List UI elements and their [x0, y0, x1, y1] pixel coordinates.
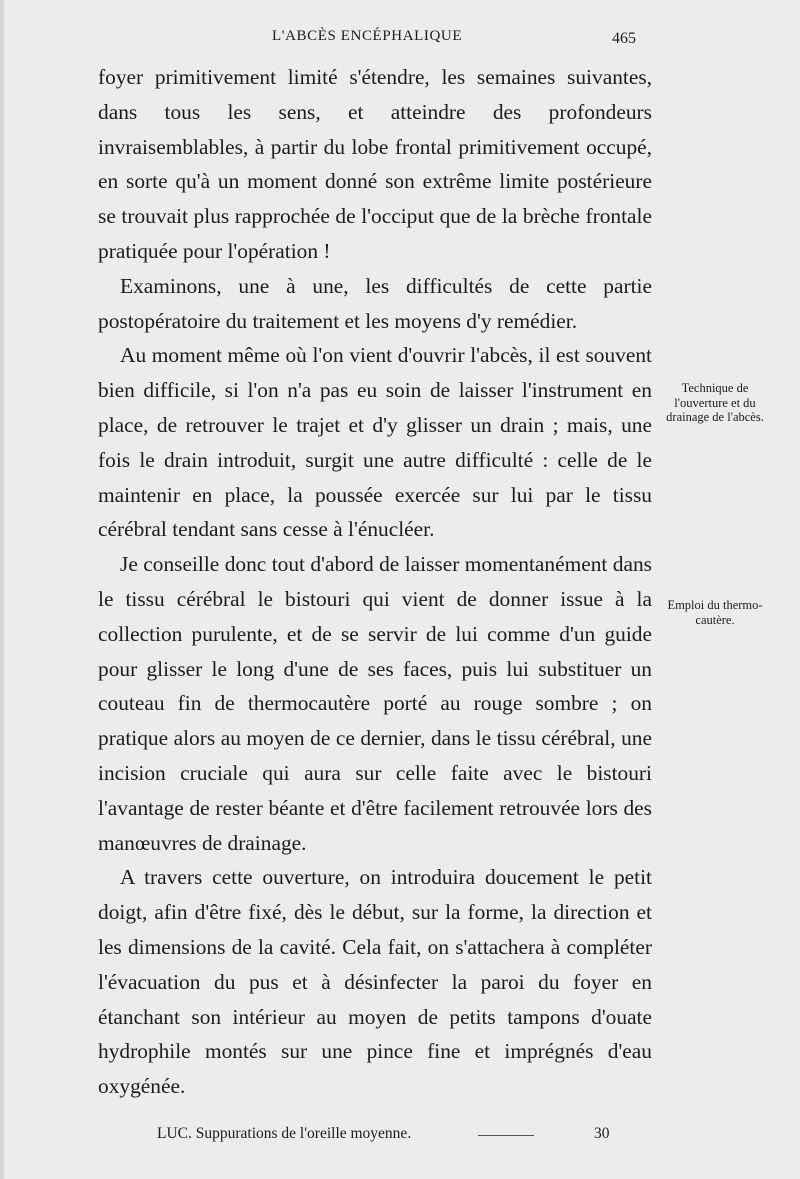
page-number: 465 — [612, 30, 636, 47]
running-title: L'ABCÈS ENCÉPHALIQUE — [272, 28, 463, 44]
margin-note-emploi: Emploi du thermo-cautère. — [667, 598, 763, 627]
paragraph-au-moment: Au moment même où l'on vient d'ouvrir l'abcès, il est souvent bien difficile, si l'on n'a pas eu soin de laisser l'instrument en place, de retrouver le trajet et d'y glisser un drain ; mais, une fois le drain introduit, surgit une autre difficulté : celle de le maintenir en place, la poussée exercée sur lui par le tissu cérébral tendant sans cesse à l'énucléer. — [98, 343, 652, 542]
paragraph-je-conseille: Je conseille donc tout d'abord de laisser momentanément dans le tissu cérébral le bistouri qui vient de donner issue à la collection purulente, et de se servir de lui comme d'un guide pour glisser le long d'une de ses faces, puis lui substituer un couteau fin de thermocautère porté au rouge sombre ; on pratique alors au moyen de ce dernier, dans le tissu cérébral, une incision cruciale qui aura sur celle faite avec le bistouri l'avantage de rester béante et d'être facilement retrouvée lors des manœuvres de drainage. — [98, 552, 652, 855]
body-text — [98, 60, 652, 1104]
footer-signature: 30 — [594, 1125, 610, 1142]
page-footer — [0, 1125, 800, 1147]
footer-dash — [478, 1135, 534, 1136]
page-edge — [0, 0, 4, 1179]
page-header — [0, 28, 800, 52]
paragraph-examinons: Examinons, une à une, les difficultés de cette partie postopératoire du traitement et les moyens d'y remédier. — [98, 273, 652, 333]
paragraph-continued: foyer primitivement limité s'étendre, les semaines suivantes, dans tous les sens, et atteindre des profondeurs invraisemblables, à partir du lobe frontal primitivement occupé, en sorte qu'à un moment donné son extrême limite postérieure se trouvait plus rapprochée de l'occiput que de la brèche frontale pratiquée pour l'opération ! — [98, 65, 652, 263]
footer-book-title: LUC. Suppurations de l'oreille moyenne. — [157, 1125, 412, 1142]
paragraph-a-travers: A travers cette ouverture, on introduira doucement le petit doigt, afin d'être fixé, dès le début, sur la forme, la direction et les dimensions de la cavité. Cela fait, on s'attachera à compléter l'évacuation du pus et à désinfecter la paroi du foyer en étanchant son intérieur au moyen de petits tampons d'ouate hydrophile montés sur une pince fine et imprégnés d'eau oxygénée. — [98, 865, 652, 1099]
margin-note-technique: Technique de l'ouverture et du drainage de l'abcès. — [666, 381, 764, 424]
